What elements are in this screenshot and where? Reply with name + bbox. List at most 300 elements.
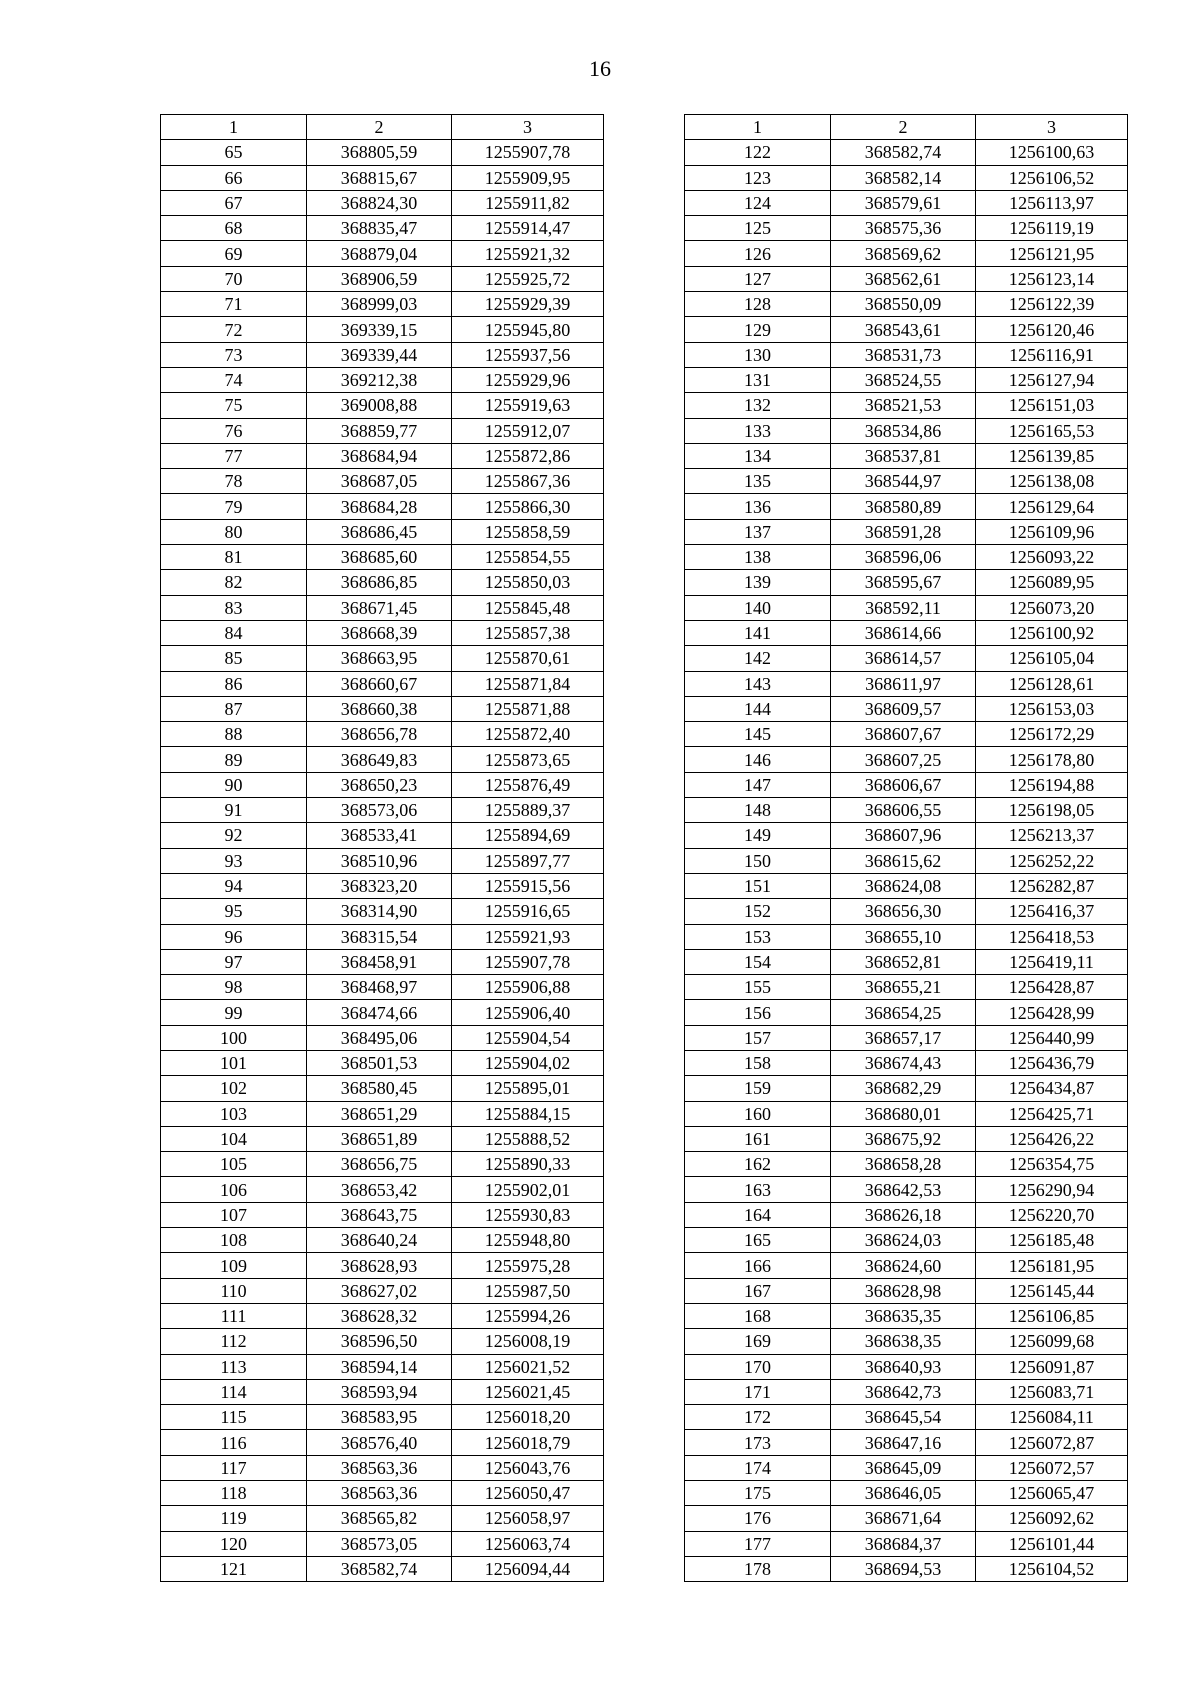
table-row <box>161 140 604 165</box>
table-row <box>161 1481 604 1506</box>
table-row <box>161 1202 604 1227</box>
cell-x-coordinate: 368576,40 <box>307 1430 452 1455</box>
cell-point-number: 148 <box>685 798 831 823</box>
cell-point-number: 144 <box>685 696 831 721</box>
cell-point-number: 95 <box>161 899 307 924</box>
cell-y-coordinate: 1256072,87 <box>976 1430 1128 1455</box>
cell-y-coordinate: 1255872,86 <box>452 443 604 468</box>
cell-x-coordinate: 368565,82 <box>307 1506 452 1531</box>
cell-x-coordinate: 368614,66 <box>831 620 976 645</box>
cell-y-coordinate: 1255919,63 <box>452 393 604 418</box>
cell-y-coordinate: 1255890,33 <box>452 1152 604 1177</box>
cell-x-coordinate: 368562,61 <box>831 266 976 291</box>
cell-y-coordinate: 1255921,32 <box>452 241 604 266</box>
cell-y-coordinate: 1256138,08 <box>976 469 1128 494</box>
cell-x-coordinate: 368624,60 <box>831 1253 976 1278</box>
cell-point-number: 128 <box>685 292 831 317</box>
cell-y-coordinate: 1256129,64 <box>976 494 1128 519</box>
table-row <box>685 823 1128 848</box>
cell-x-coordinate: 368606,55 <box>831 798 976 823</box>
cell-y-coordinate: 1255858,59 <box>452 519 604 544</box>
table-row <box>685 393 1128 418</box>
cell-y-coordinate: 1256021,52 <box>452 1354 604 1379</box>
table-row <box>161 696 604 721</box>
cell-y-coordinate: 1255906,88 <box>452 975 604 1000</box>
table-row <box>685 443 1128 468</box>
cell-x-coordinate: 368649,83 <box>307 747 452 772</box>
cell-point-number: 82 <box>161 570 307 595</box>
cell-y-coordinate: 1255930,83 <box>452 1202 604 1227</box>
table-row <box>685 317 1128 342</box>
cell-point-number: 135 <box>685 469 831 494</box>
cell-x-coordinate: 368642,53 <box>831 1177 976 1202</box>
cell-point-number: 98 <box>161 975 307 1000</box>
table-row <box>161 1152 604 1177</box>
cell-point-number: 104 <box>161 1126 307 1151</box>
cell-x-coordinate: 368658,28 <box>831 1152 976 1177</box>
cell-y-coordinate: 1255909,95 <box>452 165 604 190</box>
table-row <box>685 165 1128 190</box>
table-row <box>161 393 604 418</box>
cell-y-coordinate: 1255884,15 <box>452 1101 604 1126</box>
cell-point-number: 97 <box>161 949 307 974</box>
table-row <box>685 1177 1128 1202</box>
cell-point-number: 65 <box>161 140 307 165</box>
cell-x-coordinate: 368684,94 <box>307 443 452 468</box>
cell-x-coordinate: 368628,32 <box>307 1303 452 1328</box>
cell-x-coordinate: 368592,11 <box>831 595 976 620</box>
table-row <box>161 1000 604 1025</box>
table-row <box>685 873 1128 898</box>
cell-point-number: 152 <box>685 899 831 924</box>
table-row <box>685 1101 1128 1126</box>
cell-y-coordinate: 1256181,95 <box>976 1253 1128 1278</box>
cell-point-number: 167 <box>685 1278 831 1303</box>
cell-point-number: 94 <box>161 873 307 898</box>
cell-x-coordinate: 368999,03 <box>307 292 452 317</box>
cell-point-number: 134 <box>685 443 831 468</box>
cell-x-coordinate: 368642,73 <box>831 1379 976 1404</box>
column-header-point-number: 1 <box>161 115 307 140</box>
cell-x-coordinate: 368645,54 <box>831 1405 976 1430</box>
table-row <box>685 1303 1128 1328</box>
cell-y-coordinate: 1255907,78 <box>452 140 604 165</box>
cell-y-coordinate: 1256050,47 <box>452 1481 604 1506</box>
cell-point-number: 76 <box>161 418 307 443</box>
cell-point-number: 69 <box>161 241 307 266</box>
cell-point-number: 161 <box>685 1126 831 1151</box>
table-body <box>161 140 604 1582</box>
table-row <box>161 1050 604 1075</box>
cell-y-coordinate: 1255911,82 <box>452 190 604 215</box>
cell-point-number: 117 <box>161 1455 307 1480</box>
cell-y-coordinate: 1256428,99 <box>976 1000 1128 1025</box>
table-row <box>685 595 1128 620</box>
cell-x-coordinate: 368607,25 <box>831 747 976 772</box>
column-header-point-number: 1 <box>685 115 831 140</box>
cell-x-coordinate: 368635,35 <box>831 1303 976 1328</box>
cell-y-coordinate: 1256105,04 <box>976 646 1128 671</box>
cell-point-number: 92 <box>161 823 307 848</box>
cell-point-number: 87 <box>161 696 307 721</box>
cell-point-number: 140 <box>685 595 831 620</box>
table-row <box>161 595 604 620</box>
table-row <box>685 216 1128 241</box>
cell-x-coordinate: 368660,38 <box>307 696 452 721</box>
cell-y-coordinate: 1256425,71 <box>976 1101 1128 1126</box>
cell-point-number: 158 <box>685 1050 831 1075</box>
cell-point-number: 72 <box>161 317 307 342</box>
cell-y-coordinate: 1255904,02 <box>452 1050 604 1075</box>
cell-y-coordinate: 1256083,71 <box>976 1379 1128 1404</box>
cell-y-coordinate: 1256354,75 <box>976 1152 1128 1177</box>
cell-point-number: 91 <box>161 798 307 823</box>
cell-x-coordinate: 368606,67 <box>831 772 976 797</box>
cell-x-coordinate: 368580,89 <box>831 494 976 519</box>
cell-y-coordinate: 1256151,03 <box>976 393 1128 418</box>
table-row <box>685 671 1128 696</box>
cell-y-coordinate: 1256436,79 <box>976 1050 1128 1075</box>
cell-x-coordinate: 368656,75 <box>307 1152 452 1177</box>
page-number: 16 <box>589 56 611 81</box>
column-header-y: 3 <box>452 115 604 140</box>
cell-x-coordinate: 368652,81 <box>831 949 976 974</box>
table-row <box>161 545 604 570</box>
cell-y-coordinate: 1255867,36 <box>452 469 604 494</box>
cell-x-coordinate: 368627,02 <box>307 1278 452 1303</box>
cell-y-coordinate: 1256282,87 <box>976 873 1128 898</box>
cell-y-coordinate: 1256127,94 <box>976 367 1128 392</box>
cell-y-coordinate: 1255854,55 <box>452 545 604 570</box>
table-row <box>685 772 1128 797</box>
cell-x-coordinate: 368591,28 <box>831 519 976 544</box>
cell-x-coordinate: 368643,75 <box>307 1202 452 1227</box>
table-row <box>161 620 604 645</box>
cell-x-coordinate: 368474,66 <box>307 1000 452 1025</box>
table-row <box>161 241 604 266</box>
cell-y-coordinate: 1256089,95 <box>976 570 1128 595</box>
cell-y-coordinate: 1255872,40 <box>452 722 604 747</box>
cell-point-number: 101 <box>161 1050 307 1075</box>
cell-point-number: 170 <box>685 1354 831 1379</box>
table-row <box>685 545 1128 570</box>
table-row <box>685 722 1128 747</box>
table-row <box>161 671 604 696</box>
cell-x-coordinate: 368684,28 <box>307 494 452 519</box>
cell-x-coordinate: 368314,90 <box>307 899 452 924</box>
table-row <box>685 1025 1128 1050</box>
cell-x-coordinate: 368501,53 <box>307 1050 452 1075</box>
cell-y-coordinate: 1256122,39 <box>976 292 1128 317</box>
cell-y-coordinate: 1255987,50 <box>452 1278 604 1303</box>
cell-x-coordinate: 368656,30 <box>831 899 976 924</box>
cell-y-coordinate: 1255902,01 <box>452 1177 604 1202</box>
cell-point-number: 80 <box>161 519 307 544</box>
table-row <box>685 1405 1128 1430</box>
cell-x-coordinate: 368685,60 <box>307 545 452 570</box>
cell-point-number: 169 <box>685 1329 831 1354</box>
table-row <box>161 367 604 392</box>
table-row <box>685 1253 1128 1278</box>
cell-point-number: 168 <box>685 1303 831 1328</box>
table-row <box>161 292 604 317</box>
cell-y-coordinate: 1256100,63 <box>976 140 1128 165</box>
cell-y-coordinate: 1256091,87 <box>976 1354 1128 1379</box>
table-row <box>161 1405 604 1430</box>
cell-x-coordinate: 368531,73 <box>831 342 976 367</box>
table-row <box>685 140 1128 165</box>
cell-y-coordinate: 1256116,91 <box>976 342 1128 367</box>
cell-point-number: 68 <box>161 216 307 241</box>
cell-y-coordinate: 1256416,37 <box>976 899 1128 924</box>
cell-point-number: 102 <box>161 1076 307 1101</box>
cell-point-number: 71 <box>161 292 307 317</box>
cell-y-coordinate: 1255912,07 <box>452 418 604 443</box>
cell-x-coordinate: 368624,03 <box>831 1228 976 1253</box>
cell-x-coordinate: 368583,95 <box>307 1405 452 1430</box>
table-row <box>161 190 604 215</box>
cell-point-number: 176 <box>685 1506 831 1531</box>
table-row <box>161 975 604 1000</box>
cell-point-number: 107 <box>161 1202 307 1227</box>
cell-y-coordinate: 1256093,22 <box>976 545 1128 570</box>
table-row <box>685 620 1128 645</box>
cell-y-coordinate: 1256094,44 <box>452 1556 604 1581</box>
cell-x-coordinate: 368654,25 <box>831 1000 976 1025</box>
cell-x-coordinate: 368655,10 <box>831 924 976 949</box>
cell-point-number: 100 <box>161 1025 307 1050</box>
cell-point-number: 138 <box>685 545 831 570</box>
cell-x-coordinate: 368651,89 <box>307 1126 452 1151</box>
cell-y-coordinate: 1256106,52 <box>976 165 1128 190</box>
cell-x-coordinate: 368524,55 <box>831 367 976 392</box>
cell-point-number: 67 <box>161 190 307 215</box>
cell-y-coordinate: 1255975,28 <box>452 1253 604 1278</box>
cell-point-number: 109 <box>161 1253 307 1278</box>
table-row <box>685 1531 1128 1556</box>
cell-point-number: 125 <box>685 216 831 241</box>
cell-y-coordinate: 1256106,85 <box>976 1303 1128 1328</box>
cell-x-coordinate: 368534,86 <box>831 418 976 443</box>
cell-y-coordinate: 1255945,80 <box>452 317 604 342</box>
table-row <box>161 646 604 671</box>
coordinates-table-left <box>160 114 604 1582</box>
cell-x-coordinate: 368579,61 <box>831 190 976 215</box>
cell-x-coordinate: 368694,53 <box>831 1556 976 1581</box>
cell-point-number: 105 <box>161 1152 307 1177</box>
cell-point-number: 114 <box>161 1379 307 1404</box>
cell-x-coordinate: 368569,62 <box>831 241 976 266</box>
cell-x-coordinate: 368544,97 <box>831 469 976 494</box>
cell-y-coordinate: 1256194,88 <box>976 772 1128 797</box>
table-row <box>685 1000 1128 1025</box>
cell-y-coordinate: 1256065,47 <box>976 1481 1128 1506</box>
table-body <box>685 140 1128 1582</box>
table-header-row <box>685 115 1128 140</box>
table-row <box>685 1354 1128 1379</box>
cell-y-coordinate: 1256419,11 <box>976 949 1128 974</box>
cell-x-coordinate: 368624,08 <box>831 873 976 898</box>
cell-y-coordinate: 1255904,54 <box>452 1025 604 1050</box>
cell-point-number: 112 <box>161 1329 307 1354</box>
cell-point-number: 174 <box>685 1455 831 1480</box>
cell-point-number: 141 <box>685 620 831 645</box>
column-header-x: 2 <box>831 115 976 140</box>
table-row <box>161 570 604 595</box>
cell-x-coordinate: 368638,35 <box>831 1329 976 1354</box>
cell-point-number: 96 <box>161 924 307 949</box>
table-row <box>685 1379 1128 1404</box>
cell-y-coordinate: 1255906,40 <box>452 1000 604 1025</box>
cell-y-coordinate: 1255888,52 <box>452 1126 604 1151</box>
table-row <box>161 747 604 772</box>
cell-y-coordinate: 1255889,37 <box>452 798 604 823</box>
cell-point-number: 90 <box>161 772 307 797</box>
cell-point-number: 123 <box>685 165 831 190</box>
cell-y-coordinate: 1256008,19 <box>452 1329 604 1354</box>
cell-x-coordinate: 368657,17 <box>831 1025 976 1050</box>
cell-point-number: 150 <box>685 848 831 873</box>
cell-x-coordinate: 368646,05 <box>831 1481 976 1506</box>
table-row <box>685 367 1128 392</box>
cell-point-number: 81 <box>161 545 307 570</box>
table-header-row <box>161 115 604 140</box>
cell-x-coordinate: 368510,96 <box>307 848 452 873</box>
cell-y-coordinate: 1255914,47 <box>452 216 604 241</box>
table-row <box>161 823 604 848</box>
table-row <box>161 342 604 367</box>
cell-point-number: 116 <box>161 1430 307 1455</box>
table-row <box>685 1329 1128 1354</box>
cell-point-number: 127 <box>685 266 831 291</box>
cell-point-number: 88 <box>161 722 307 747</box>
cell-x-coordinate: 368859,77 <box>307 418 452 443</box>
cell-x-coordinate: 368573,06 <box>307 798 452 823</box>
cell-x-coordinate: 368626,18 <box>831 1202 976 1227</box>
cell-point-number: 137 <box>685 519 831 544</box>
table-row <box>685 1506 1128 1531</box>
cell-x-coordinate: 369008,88 <box>307 393 452 418</box>
cell-point-number: 166 <box>685 1253 831 1278</box>
table-row <box>161 317 604 342</box>
table-row <box>161 1379 604 1404</box>
cell-x-coordinate: 368611,97 <box>831 671 976 696</box>
cell-point-number: 93 <box>161 848 307 873</box>
cell-point-number: 162 <box>685 1152 831 1177</box>
cell-point-number: 108 <box>161 1228 307 1253</box>
cell-x-coordinate: 369339,44 <box>307 342 452 367</box>
cell-point-number: 130 <box>685 342 831 367</box>
cell-x-coordinate: 368563,36 <box>307 1455 452 1480</box>
table-row <box>685 1050 1128 1075</box>
table-row <box>685 1278 1128 1303</box>
table-row <box>685 1202 1128 1227</box>
table-row <box>685 924 1128 949</box>
cell-y-coordinate: 1255857,38 <box>452 620 604 645</box>
cell-y-coordinate: 1255925,72 <box>452 266 604 291</box>
table-row <box>685 570 1128 595</box>
cell-x-coordinate: 369339,15 <box>307 317 452 342</box>
cell-y-coordinate: 1256084,11 <box>976 1405 1128 1430</box>
cell-y-coordinate: 1256018,20 <box>452 1405 604 1430</box>
cell-y-coordinate: 1256426,22 <box>976 1126 1128 1151</box>
table-row <box>161 848 604 873</box>
cell-point-number: 111 <box>161 1303 307 1328</box>
table-row <box>685 798 1128 823</box>
cell-point-number: 113 <box>161 1354 307 1379</box>
cell-y-coordinate: 1255994,26 <box>452 1303 604 1328</box>
cell-x-coordinate: 368582,74 <box>831 140 976 165</box>
table-row <box>161 924 604 949</box>
cell-y-coordinate: 1255876,49 <box>452 772 604 797</box>
cell-y-coordinate: 1255915,56 <box>452 873 604 898</box>
table-row <box>685 1481 1128 1506</box>
cell-point-number: 83 <box>161 595 307 620</box>
cell-point-number: 75 <box>161 393 307 418</box>
cell-point-number: 121 <box>161 1556 307 1581</box>
cell-y-coordinate: 1256165,53 <box>976 418 1128 443</box>
cell-x-coordinate: 368879,04 <box>307 241 452 266</box>
cell-point-number: 74 <box>161 367 307 392</box>
cell-y-coordinate: 1256213,37 <box>976 823 1128 848</box>
cell-x-coordinate: 368594,14 <box>307 1354 452 1379</box>
cell-x-coordinate: 368315,54 <box>307 924 452 949</box>
cell-y-coordinate: 1255870,61 <box>452 646 604 671</box>
cell-x-coordinate: 368687,05 <box>307 469 452 494</box>
table-row <box>161 772 604 797</box>
cell-y-coordinate: 1256113,97 <box>976 190 1128 215</box>
table-row <box>161 1455 604 1480</box>
cell-y-coordinate: 1255921,93 <box>452 924 604 949</box>
table-row <box>685 241 1128 266</box>
cell-x-coordinate: 368614,57 <box>831 646 976 671</box>
cell-point-number: 78 <box>161 469 307 494</box>
cell-point-number: 155 <box>685 975 831 1000</box>
cell-y-coordinate: 1256290,94 <box>976 1177 1128 1202</box>
cell-point-number: 99 <box>161 1000 307 1025</box>
cell-point-number: 84 <box>161 620 307 645</box>
cell-x-coordinate: 368593,94 <box>307 1379 452 1404</box>
table-row <box>161 1430 604 1455</box>
cell-point-number: 124 <box>685 190 831 215</box>
cell-point-number: 164 <box>685 1202 831 1227</box>
cell-y-coordinate: 1255937,56 <box>452 342 604 367</box>
table-row <box>161 949 604 974</box>
cell-y-coordinate: 1255845,48 <box>452 595 604 620</box>
cell-point-number: 177 <box>685 1531 831 1556</box>
table-row <box>161 1506 604 1531</box>
cell-point-number: 159 <box>685 1076 831 1101</box>
table-row <box>685 1126 1128 1151</box>
cell-x-coordinate: 368468,97 <box>307 975 452 1000</box>
cell-x-coordinate: 368684,37 <box>831 1531 976 1556</box>
cell-y-coordinate: 1255871,88 <box>452 696 604 721</box>
cell-point-number: 133 <box>685 418 831 443</box>
cell-y-coordinate: 1256073,20 <box>976 595 1128 620</box>
cell-point-number: 122 <box>685 140 831 165</box>
table-row <box>161 418 604 443</box>
cell-point-number: 66 <box>161 165 307 190</box>
cell-point-number: 131 <box>685 367 831 392</box>
cell-y-coordinate: 1255897,77 <box>452 848 604 873</box>
table-row <box>161 1228 604 1253</box>
cell-point-number: 175 <box>685 1481 831 1506</box>
cell-y-coordinate: 1255907,78 <box>452 949 604 974</box>
cell-x-coordinate: 368458,91 <box>307 949 452 974</box>
table-row <box>685 519 1128 544</box>
table-row <box>161 1303 604 1328</box>
table-row <box>161 519 604 544</box>
